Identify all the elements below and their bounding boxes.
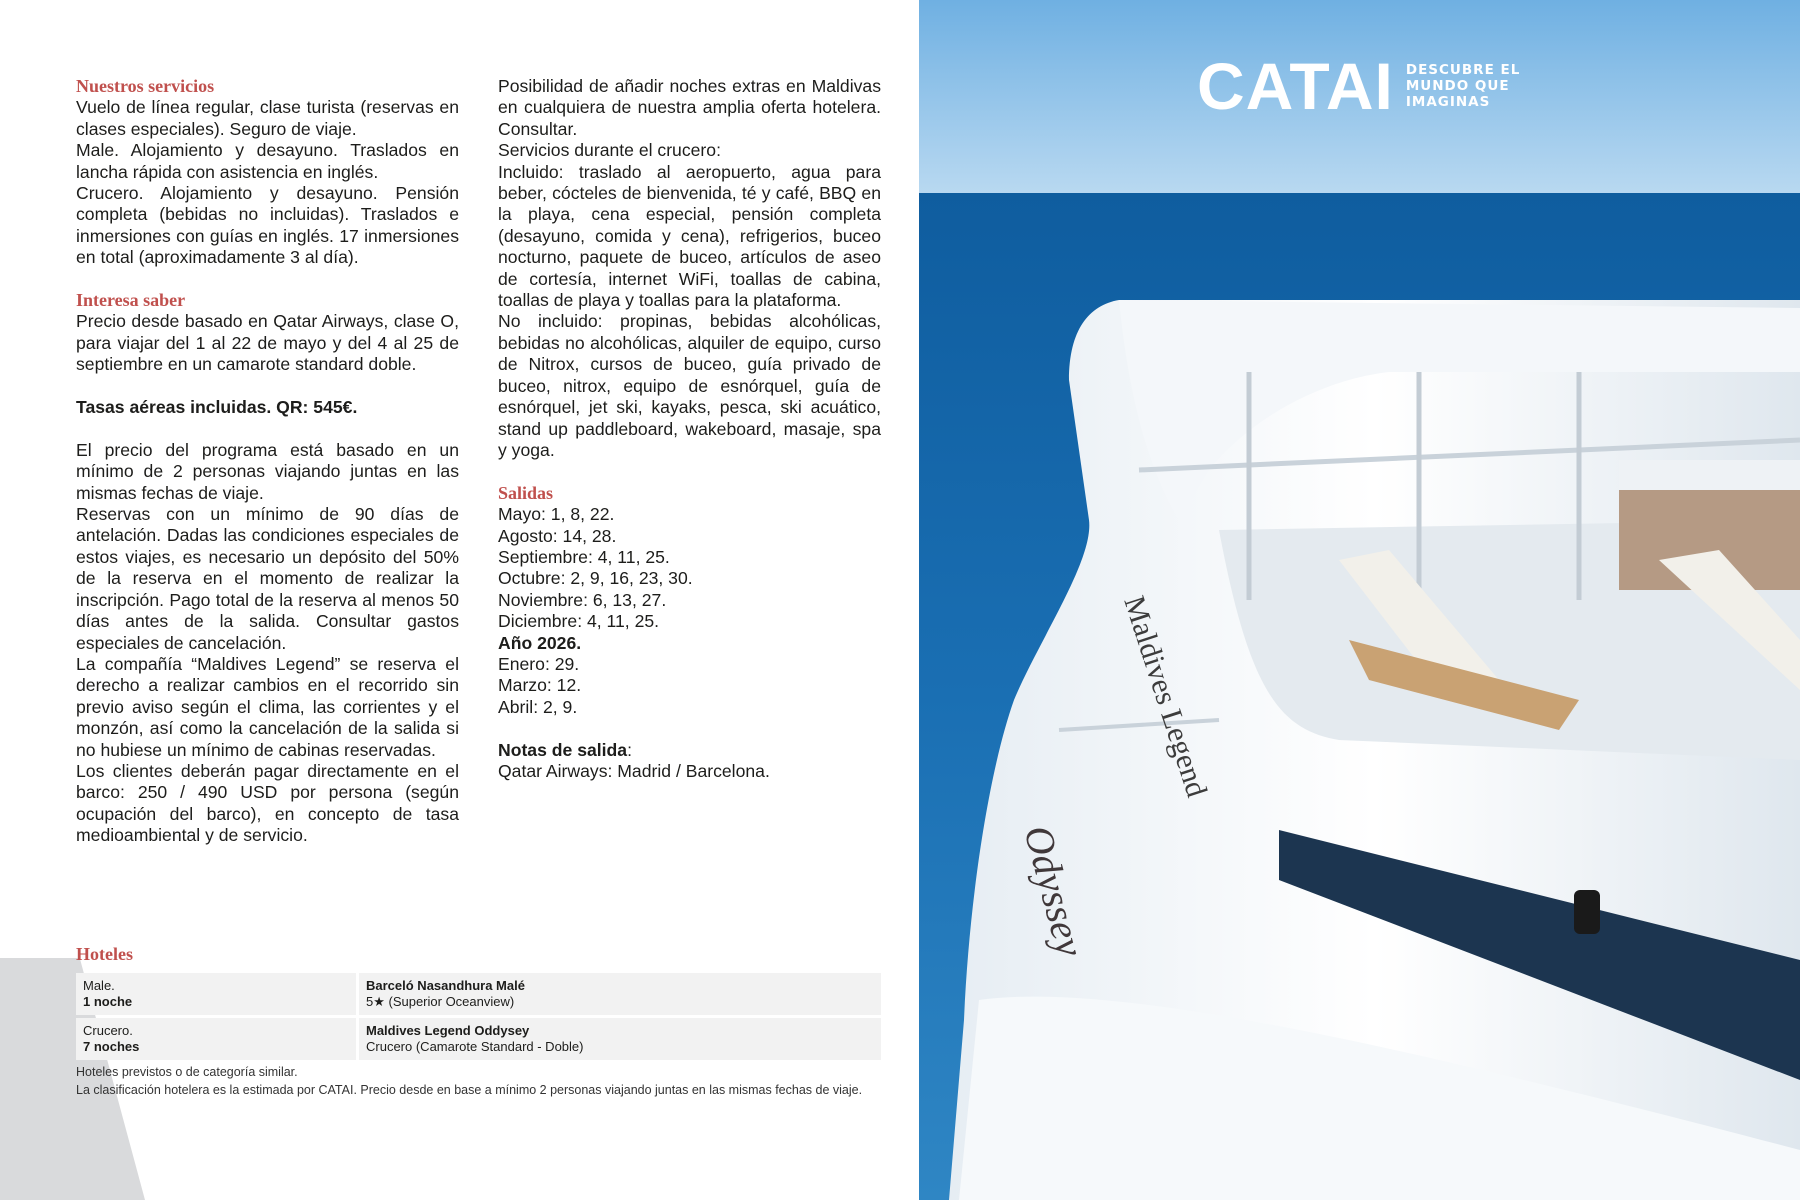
hotel-name: Barceló Nasandhura Malé <box>366 978 525 994</box>
hotel-place: Male. <box>83 978 115 994</box>
tagline-line: MUNDO QUE <box>1405 78 1510 94</box>
hotel-info-cell <box>359 1018 881 1060</box>
airport-taxes: Tasas aéreas incluidas. QR: 545€. <box>76 397 358 418</box>
departure-date: Mayo: 1, 8, 22. <box>498 504 615 525</box>
info-paragraph: Los clientes deberán pagar directamente en el barco: 250 / 490 USD por persona (según ocupación del barco), en concepto de tasa medioambiental y de servicio. <box>76 760 459 846</box>
info-paragraph: Reservas con un mínimo de 90 días de antelación. Dadas las condiciones especiales de estos viajes, es necesario un depósito del 50% de la reserva en el momento de realizar la inscripción. Pago total de la reserva al menos 50 días antes de la salida. Consultar gastos especiales de cancelación. <box>76 504 459 653</box>
hotels-footnote <box>76 1063 881 1099</box>
info-title: Interesa saber <box>76 290 186 311</box>
right-text-column <box>498 76 881 782</box>
departure-date: Diciembre: 4, 11, 25. <box>498 611 660 632</box>
yacht-illustration <box>919 0 1800 1200</box>
hotel-category: 5★ (Superior Oceanview) <box>366 993 515 1009</box>
navigation-light <box>1574 890 1600 934</box>
departure-date: Septiembre: 4, 11, 25. <box>498 546 670 567</box>
departure-date: Octubre: 2, 9, 16, 23, 30. <box>498 568 693 589</box>
cruise-services-label: Servicios durante el crucero: <box>498 140 721 161</box>
hotels-title: Hoteles <box>76 944 133 964</box>
hotel-nights: 7 noches <box>83 1038 140 1054</box>
info-paragraph: El precio del programa está basado en un mínimo de 2 personas viajando juntas en las mismas fechas de viaje. <box>76 439 459 503</box>
brand-tagline <box>1406 62 1520 110</box>
hotels-note-line: La clasificación hotelera es la estimada por CATAI. Precio desde en base a mínimo 2 personas viajando juntas en las mismas fechas de viaje. <box>76 1083 863 1098</box>
departures-title: Salidas <box>498 482 554 503</box>
hotel-place: Crucero. <box>83 1023 133 1039</box>
included-text: Incluido: traslado al aeropuerto, agua para beber, cócteles de bienvenida, té y café, BBQ en la playa, cena especial, pensión completa (desayuno, comida y cena), refrigerios, buceo nocturno, paquete de buceo, artículos de aseo de cortesía, internet WiFi, toallas de cabina, toallas de playa y toallas para la plataforma. <box>498 161 881 311</box>
services-paragraph: Vuelo de línea regular, clase turista (reservas en clases especiales). Seguro de viaje. <box>76 97 459 139</box>
ship-name-side: Odyssey <box>1015 820 1094 962</box>
info-paragraph: La compañía “Maldives Legend” se reserva el derecho a realizar cambios en el recorrido sin previo aviso según el clima, las corrientes y el monzón, así como la cancelación de la salida si no hubiese un mínimo de cabinas reservadas. <box>76 653 459 760</box>
tagline-line: IMAGINAS <box>1405 94 1491 110</box>
hotel-category: Crucero (Camarote Standard - Doble) <box>366 1038 584 1054</box>
services-title: Nuestros servicios <box>76 76 215 96</box>
hotel-info-cell <box>359 973 881 1015</box>
hotel-nights: 1 noche <box>83 993 133 1009</box>
departure-date: Agosto: 14, 28. <box>498 525 617 546</box>
departure-date: Noviembre: 6, 13, 27. <box>498 589 667 610</box>
table-row <box>76 973 881 1015</box>
hotel-location-cell <box>76 1018 356 1060</box>
departure-notes-text: Qatar Airways: Madrid / Barcelona. <box>498 760 770 781</box>
left-text-column <box>76 76 459 847</box>
hotel-location-cell <box>76 973 356 1015</box>
hotels-section <box>76 944 881 1099</box>
hotel-name: Maldives Legend Oddysey <box>366 1023 530 1039</box>
services-paragraph: Crucero. Alojamiento y desayuno. Pensión completa (bebidas no incluidas). Traslados e inmersiones con guías en inglés. 17 inmersiones en total (aproximadamente 3 al día). <box>76 183 459 268</box>
not-included-text: No incluido: propinas, bebidas alcohólicas, bebidas no alcohólicas, alquiler de equipo, curso de Nitrox, cursos de buceo, guía privado de buceo, nitrox, equipo de esnórquel, guía de esnórquel, jet ski, kayaks, pesca, ski acuático, stand up paddleboard, wakeboard, masaje, spa y yoga. <box>498 311 881 460</box>
year-2026-label: Año 2026. <box>498 632 582 653</box>
brand-name: CATAI <box>1197 49 1394 123</box>
ship-name-upper: Maldives Legend <box>1117 591 1214 802</box>
services-paragraph: Male. Alojamiento y desayuno. Traslados en lancha rápida con asistencia en inglés. <box>76 140 459 182</box>
departure-date: Enero: 29. <box>498 653 580 674</box>
table-row <box>76 1018 881 1060</box>
departure-notes-colon: : <box>627 739 632 760</box>
yacht-photo <box>919 0 1800 1200</box>
departure-date: Marzo: 12. <box>498 675 582 696</box>
departure-notes-heading <box>498 740 881 761</box>
catai-logo <box>1197 49 1521 123</box>
price-basis-text: Precio desde basado en Qatar Airways, clase O, para viajar del 1 al 22 de mayo y del 4 al 25 de septiembre en un camarote standard doble. <box>76 311 459 375</box>
extra-nights-text: Posibilidad de añadir noches extras en Maldivas en cualquiera de nuestra amplia oferta hotelera. Consultar. <box>498 76 881 139</box>
departure-notes-label: Notas de salida <box>498 739 628 760</box>
tagline-line: DESCUBRE EL <box>1405 62 1521 78</box>
hotels-note-line: Hoteles previstos o de categoría similar. <box>76 1065 298 1080</box>
jacuzzi-rim <box>1619 460 1800 490</box>
departure-date: Abril: 2, 9. <box>498 696 578 717</box>
